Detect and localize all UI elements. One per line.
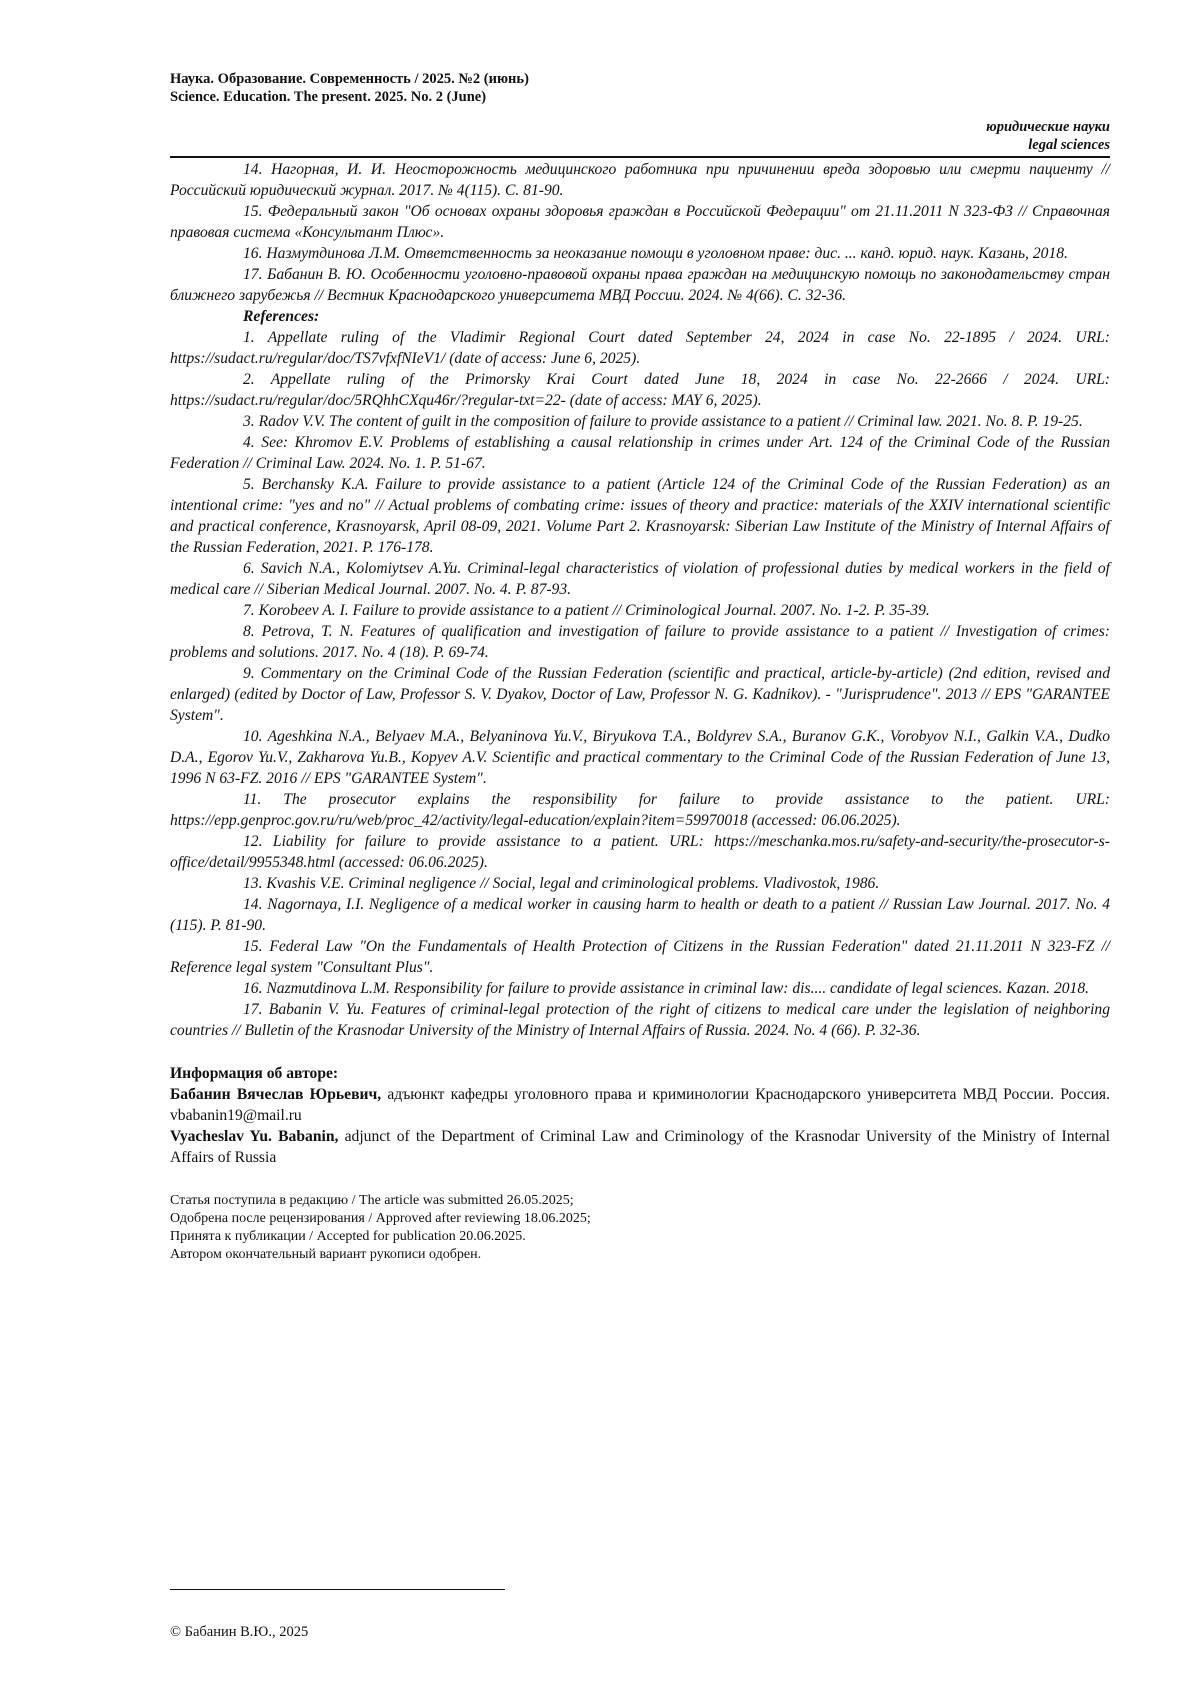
en-reference-item: 5. Berchansky K.A. Failure to provide assistance to a patient (Article 124 of the Criminal Code of the Russian Federation) as an intentional crime: "yes and no" // Actual problems of combating crime: issues of theory and practice: materials of the XXIV international scientific and practical conference, Krasnoyarsk, April 08-09, 2021. Volume Part 2. Krasnoyarsk: Siberian Law Institute of the Ministry of Internal Affairs of the Russian Federation, 2021. P. 176-178. (170, 476, 1110, 556)
date-submitted: Статья поступила в редакцию / The article was submitted 26.05.2025; (170, 1193, 574, 1208)
author-affiliation-ru: адъюнкт кафедры уголовного права и криминологии Краснодарского университета МВД России. Россия. vbabanin19@mail.ru (170, 1086, 1110, 1124)
author-affiliation-en: adjunct of the Department of Criminal Law and Criminology of the Krasnodar University of the Ministry of Internal Affairs of Russia (170, 1128, 1110, 1166)
en-reference-item: 2. Appellate ruling of the Primorsky Krai Court dated June 18, 2024 in case No. 22-2666 / 2024. URL: https://sudact.ru/regular/doc/5RQhhCXqu46r/?regular-txt=22- (date of access: MAY 6, 2025). (170, 371, 1110, 409)
references-heading: References: (243, 308, 320, 325)
article-dates (170, 1192, 1110, 1264)
ru-reference-item: 17. Бабанин В. Ю. Особенности уголовно-правовой охраны права граждан на медицинскую помощь по законодательству стран ближнего зарубежья // Вестник Краснодарского университета МВД России. 2024. № 4(66). С. 32-36. (170, 266, 1110, 304)
journal-title-ru: Наука. Образование. Современность / 2025. №2 (июнь) (170, 71, 529, 87)
en-reference-item: 14. Nagornaya, I.I. Negligence of a medical worker in causing harm to health or death to a patient // Russian Law Journal. 2017. No. 4 (115). P. 81-90. (170, 896, 1110, 934)
author-name-en: Vyacheslav Yu. Babanin, (170, 1128, 339, 1145)
section-name-ru: юридические науки (986, 119, 1110, 135)
en-reference-item: 3. Radov V.V. The content of guilt in the composition of failure to provide assistance to a patient // Criminal law. 2021. No. 8. P. 19-25. (243, 413, 1083, 430)
journal-title-en: Science. Education. The present. 2025. No. 2 (June) (170, 89, 487, 105)
en-reference-item: 11. The prosecutor explains the responsibility for failure to provide assistance to the patient. URL: https://epp.genproc.gov.ru/ru/web/proc_42/activity/legal-education/explain?item=59970018 (accessed: 06.06.2025). (170, 791, 1110, 829)
author-info-heading: Информация об авторе: (170, 1065, 339, 1082)
en-reference-item: 7. Korobeev A. I. Failure to provide assistance to a patient // Criminological Journal. 2007. No. 1-2. P. 35-39. (243, 602, 930, 619)
author-en (170, 1126, 1110, 1168)
header-rule (170, 156, 1110, 158)
date-accepted: Принята к публикации / Accepted for publication 20.06.2025. (170, 1229, 526, 1244)
en-reference-item: 4. See: Khromov E.V. Problems of establishing a causal relationship in crimes under Art. 124 of the Criminal Code of the Russian Federation // Criminal Law. 2024. No. 1. P. 51-67. (170, 434, 1110, 472)
copyright-notice: © Бабанин В.Ю., 2025 (170, 1624, 309, 1640)
ru-reference-item: 15. Федеральный закон "Об основах охраны здоровья граждан в Российской Федерации" от 21.11.2011 N 323-ФЗ // Справочная правовая система «Консультант Плюс». (170, 203, 1110, 241)
en-reference-item: 12. Liability for failure to provide assistance to a patient. URL: https://meschanka.mos.ru/safety-and-security/the-prosecutor-s-office/detail/9955348.html (accessed: 06.06.2025). (170, 833, 1110, 871)
ru-reference-item: 14. Нагорная, И. И. Неосторожность медицинского работника при причинении вреда здоровью или смерти пациенту // Российский юридический журнал. 2017. № 4(115). С. 81-90. (170, 161, 1110, 199)
en-reference-item: 8. Petrova, T. N. Features of qualification and investigation of failure to provide assistance to a patient // Investigation of crimes: problems and solutions. 2017. No. 4 (18). P. 69-74. (170, 623, 1110, 661)
date-approved: Одобрена после рецензирования / Approved after reviewing 18.06.2025; (170, 1211, 591, 1226)
en-reference-item: 9. Commentary on the Criminal Code of the Russian Federation (scientific and practical, article-by-article) (2nd edition, revised and enlarged) (edited by Doctor of Law, Professor S. V. Dyakov, Doctor of Law, Professor N. G. Kadnikov). - "Jurisprudence". 2013 // EPS "GARANTEE System". (170, 665, 1110, 724)
section-name-en: legal sciences (1028, 137, 1110, 153)
author-name-ru: Бабанин Вячеслав Юрьевич, (170, 1086, 382, 1103)
footnote-divider (170, 1589, 505, 1590)
en-reference-item: 10. Ageshkina N.A., Belyaev M.A., Belyaninova Yu.V., Biryukova T.A., Boldyrev S.A., Buranov G.K., Vorobyov N.I., Galkin V.A., Dudko D.A., Egorov Yu.V., Zakharova Yu.B., Kopyev A.V. Scientific and practical commentary to the Criminal Code of the Russian Federation of June 13, 1996 N 63-FZ. 2016 // EPS "GARANTEE System". (170, 728, 1110, 787)
en-reference-item: 6. Savich N.A., Kolomiytsev A.Yu. Criminal-legal characteristics of violation of professional duties by medical workers in the field of medical care // Siberian Medical Journal. 2007. No. 4. P. 87-93. (170, 560, 1110, 598)
author-info (170, 1063, 1110, 1168)
running-header (170, 70, 1110, 158)
en-reference-item: 13. Kvashis V.E. Criminal negligence // Social, legal and criminological problems. Vladivostok, 1986. (243, 875, 880, 892)
en-reference-item: 16. Nazmutdinova L.M. Responsibility for failure to provide assistance in criminal law: dis.... candidate of legal sciences. Kazan. 2018. (243, 980, 1090, 997)
reference-list (170, 159, 1110, 1041)
en-reference-item: 15. Federal Law "On the Fundamentals of Health Protection of Citizens in the Russian Federation" dated 21.11.2011 N 323-FZ // Reference legal system "Consultant Plus". (170, 938, 1110, 976)
ru-reference-item: 16. Назмутдинова Л.М. Ответственность за неоказание помощи в уголовном праве: дис. ... канд. юрид. наук. Казань, 2018. (243, 245, 1068, 262)
en-reference-item: 1. Appellate ruling of the Vladimir Regional Court dated September 24, 2024 in case No. 22-1895 / 2024. URL: https://sudact.ru/regular/doc/TS7vfxfNIeV1/ (date of access: June 6, 2025). (170, 329, 1110, 367)
en-reference-item: 17. Babanin V. Yu. Features of criminal-legal protection of the right of citizens to medical care under the legislation of neighboring countries // Bulletin of the Krasnodar University of the Ministry of Internal Affairs of Russia. 2024. No. 4 (66). P. 32-36. (170, 1001, 1110, 1039)
author-ru (170, 1084, 1110, 1126)
page-content (170, 70, 1110, 1264)
manuscript-approval: Автором окончательный вариант рукописи одобрен. (170, 1247, 482, 1262)
